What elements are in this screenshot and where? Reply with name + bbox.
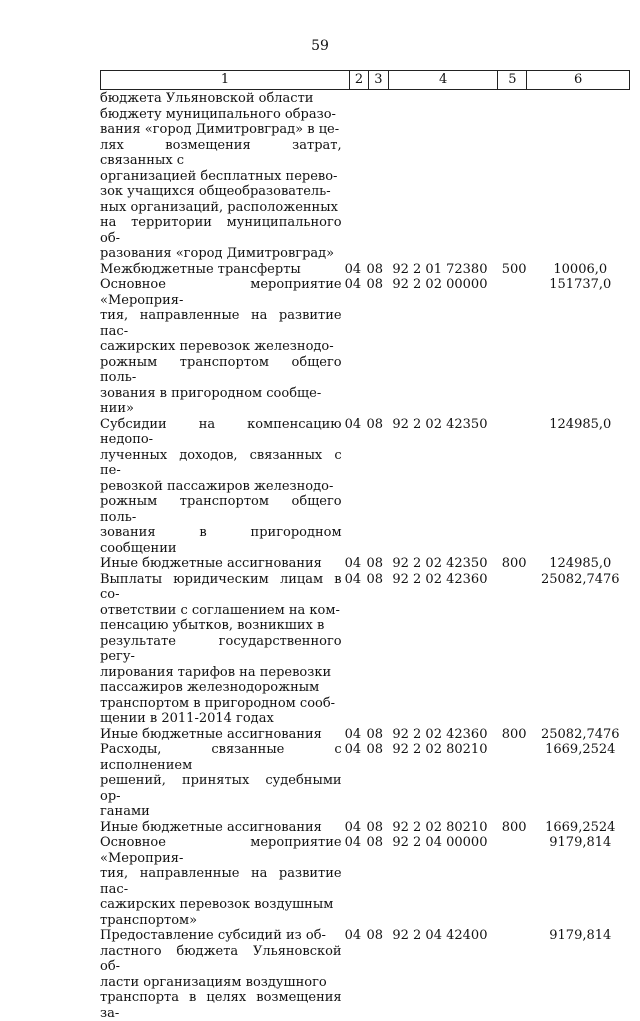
row-section-code: 04 (344, 416, 362, 432)
row-subsection-code: 08 (366, 571, 384, 587)
row-target-code: 92 2 02 42360 (392, 726, 488, 742)
row-description: Межбюджетные трансферты (100, 261, 301, 277)
table-row (100, 835, 630, 928)
table-row (100, 572, 630, 727)
table-row (100, 556, 630, 572)
row-subsection-code: 08 (366, 819, 384, 835)
row-section-code: 04 (344, 726, 362, 742)
row-amount: 124985,0 (549, 556, 612, 571)
row-amount: 9179,814 (549, 835, 612, 850)
table-row (100, 277, 630, 417)
row-amount: 25082,7476 (540, 726, 620, 742)
header-col-3: 3 (369, 71, 389, 89)
row-description: Выплаты юридическим лицам в со- ответствии с соглашением на ком- пенсацию убытков, возникших в результате государственного регу- лирования тарифов на перевозки пассажиров железнодорожным транспортом в пригородном сооб- щении в 2011-2014 годах (100, 571, 342, 726)
row-target-code: 92 2 02 42350 (392, 416, 488, 432)
page-number: 59 (311, 38, 329, 54)
row-target-code: 92 2 02 42350 (392, 556, 488, 571)
row-subsection-code: 08 (366, 835, 384, 850)
row-target-code: 92 2 04 00000 (392, 835, 488, 850)
row-amount: 25082,7476 (540, 571, 620, 587)
row-subsection-code: 08 (366, 416, 384, 432)
row-amount: 124985,0 (549, 416, 612, 432)
row-amount: 1669,2524 (545, 819, 616, 835)
header-col-5: 5 (498, 71, 527, 89)
row-target-code: 92 2 04 42400 (392, 928, 488, 943)
row-target-code: 92 2 01 72380 (392, 261, 488, 277)
row-description: Расходы, связанные с исполнением решений, принятых судебными ор- ганами (100, 742, 342, 819)
row-subsection-code: 08 (366, 928, 384, 943)
row-subsection-code: 08 (366, 556, 384, 571)
header-col-6: 6 (574, 72, 583, 87)
row-section-code: 04 (344, 742, 362, 757)
row-description: Предоставление субсидий из об- ластного бюджета Ульяновской об- ласти организациям воздушного транспорта в целях возмещения за- (100, 928, 342, 1021)
row-section-code: 04 (344, 571, 362, 587)
row-description: Субсидии на компенсацию недопо- лученных доходов, связанных с пе- ревозкой пассажиров железнодо- рожным транспортом общего поль- зования в пригородном сообщении (100, 416, 342, 556)
table-row (100, 262, 630, 278)
row-amount: 1669,2524 (545, 742, 616, 757)
table-row (100, 742, 630, 820)
header-col-4: 4 (389, 71, 499, 89)
row-section-code: 04 (344, 835, 362, 850)
row-description: Иные бюджетные ассигнования (100, 819, 322, 835)
row-subsection-code: 08 (366, 261, 384, 277)
row-target-code: 92 2 02 00000 (392, 277, 488, 292)
row-description: Основное мероприятие «Мероприя- тия, направленные на развитие пас- сажирских перевозок воздушным транспортом» (100, 835, 342, 928)
row-expense-type-code: 500 (501, 261, 527, 277)
row-amount: 10006,0 (553, 261, 608, 277)
row-section-code: 04 (344, 261, 362, 277)
header-col-1: 1 (101, 71, 350, 89)
header-col-2: 2 (350, 71, 369, 89)
row-subsection-code: 08 (366, 277, 384, 292)
row-section-code: 04 (344, 277, 362, 292)
row-expense-type-code: 800 (501, 556, 527, 571)
row-section-code: 04 (344, 928, 362, 943)
row-expense-type-code: 800 (501, 819, 527, 835)
budget-table-body (100, 91, 630, 1021)
row-amount: 151737,0 (549, 277, 612, 292)
row-target-code: 92 2 02 42360 (392, 571, 488, 587)
table-row (100, 928, 630, 1021)
row-amount: 9179,814 (549, 928, 612, 943)
row-description: Основное мероприятие «Мероприя- тия, направленные на развитие пас- сажирских перевозок железнодо- рожным транспортом общего поль- зования в пригородном сообще- нии» (100, 277, 342, 416)
row-expense-type-code: 800 (501, 726, 527, 742)
row-section-code: 04 (344, 819, 362, 835)
row-target-code: 92 2 02 80210 (392, 742, 488, 757)
table-header (100, 70, 630, 90)
row-target-code: 92 2 02 80210 (392, 819, 488, 835)
row-subsection-code: 08 (366, 742, 384, 757)
table-row (100, 417, 630, 557)
row-description: Иные бюджетные ассигнования (100, 556, 322, 571)
table-row (100, 91, 630, 262)
row-description: бюджета Ульяновской области бюджету муниципального образо- вания «город Димитровград» в це- лях возмещения затрат, связанных с организацией бесплатных перево- зок учащихся общеобразователь- ных организаций, расположенных на территории муниципального об- разования «город Димитровград» (100, 91, 342, 261)
table-row (100, 820, 630, 836)
row-description: Иные бюджетные ассигнования (100, 726, 322, 742)
row-section-code: 04 (344, 556, 362, 571)
row-subsection-code: 08 (366, 726, 384, 742)
table-row (100, 727, 630, 743)
